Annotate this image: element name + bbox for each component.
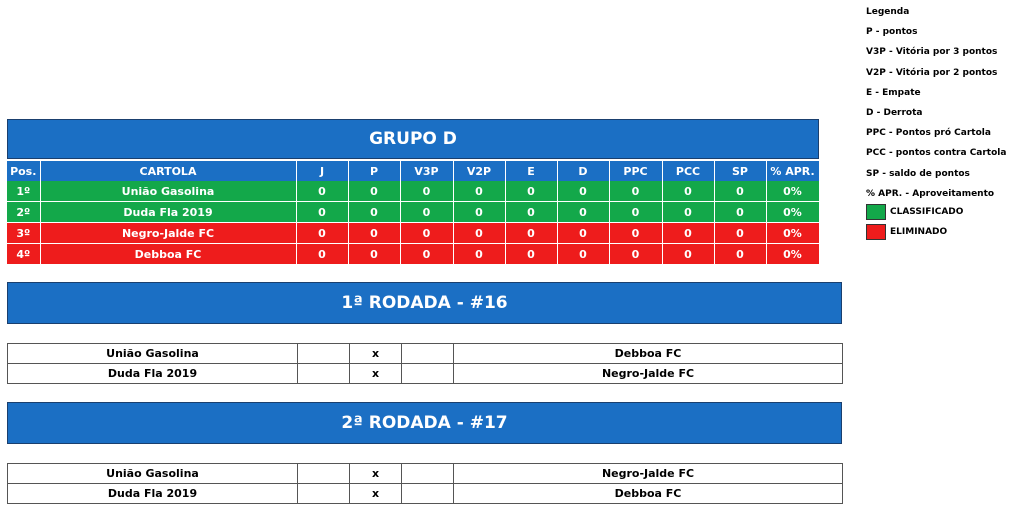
col-header-ppc: PPC xyxy=(609,161,662,181)
e-cell: 0 xyxy=(505,202,557,223)
group-title: GRUPO D xyxy=(7,119,819,159)
pos-cell: 2º xyxy=(7,202,40,223)
pcc-cell: 0 xyxy=(662,202,714,223)
v2p-cell: 0 xyxy=(453,244,505,265)
round-2-banner: 2ª RODADA - #17 xyxy=(7,402,842,444)
match-row xyxy=(8,484,843,504)
standings-table xyxy=(7,161,820,265)
col-header-v3p: V3P xyxy=(400,161,453,181)
legend xyxy=(866,0,1024,242)
v3p-cell: 0 xyxy=(400,202,453,223)
eliminated-swatch xyxy=(866,224,886,240)
legend-item: E - Empate xyxy=(866,87,921,98)
pos-cell: 4º xyxy=(7,244,40,265)
away-score-cell[interactable] xyxy=(402,344,454,364)
legend-item: % APR. - Aproveitamento xyxy=(866,188,995,199)
v2p-cell: 0 xyxy=(453,181,505,202)
e-cell: 0 xyxy=(505,244,557,265)
team-cell: Negro-Jalde FC xyxy=(40,223,296,244)
apr-cell: 0% xyxy=(766,223,819,244)
j-cell: 0 xyxy=(296,181,348,202)
p-cell: 0 xyxy=(348,223,400,244)
classified-label: CLASSIFICADO xyxy=(890,206,964,217)
j-cell: 0 xyxy=(296,244,348,265)
v3p-cell: 0 xyxy=(400,181,453,202)
legend-item: V3P - Vitória por 3 pontos xyxy=(866,47,998,58)
col-header-d: D xyxy=(557,161,609,181)
ppc-cell: 0 xyxy=(609,223,662,244)
ppc-cell: 0 xyxy=(609,244,662,265)
away-team-cell: Negro-Jalde FC xyxy=(454,464,843,484)
legend-eliminated xyxy=(866,222,1024,242)
sp-cell: 0 xyxy=(714,223,766,244)
apr-cell: 0% xyxy=(766,181,819,202)
versus-cell: x xyxy=(350,484,402,504)
home-score-cell[interactable] xyxy=(298,464,350,484)
standings-header-row xyxy=(7,161,819,181)
ppc-cell: 0 xyxy=(609,202,662,223)
sp-cell: 0 xyxy=(714,202,766,223)
home-team-cell: Duda Fla 2019 xyxy=(8,484,298,504)
p-cell: 0 xyxy=(348,181,400,202)
standings-row xyxy=(7,223,819,244)
round-1-banner: 1ª RODADA - #16 xyxy=(7,282,842,324)
away-score-cell[interactable] xyxy=(402,484,454,504)
versus-cell: x xyxy=(350,364,402,384)
versus-cell: x xyxy=(350,344,402,364)
col-header-sp: SP xyxy=(714,161,766,181)
legend-title: Legenda xyxy=(866,7,910,17)
match-row xyxy=(8,364,843,384)
legend-item: D - Derrota xyxy=(866,107,923,118)
legend-item: V2P - Vitória por 2 pontos xyxy=(866,67,998,78)
pos-cell: 1º xyxy=(7,181,40,202)
e-cell: 0 xyxy=(505,181,557,202)
pos-cell: 3º xyxy=(7,223,40,244)
legend-item: PPC - Pontos pró Cartola xyxy=(866,128,991,139)
legend-item: PCC - pontos contra Cartola xyxy=(866,148,1007,159)
standings-row xyxy=(7,202,819,223)
team-cell: Debboa FC xyxy=(40,244,296,265)
pcc-cell: 0 xyxy=(662,223,714,244)
p-cell: 0 xyxy=(348,202,400,223)
p-cell: 0 xyxy=(348,244,400,265)
home-team-cell: União Gasolina xyxy=(8,344,298,364)
legend-item: P - pontos xyxy=(866,27,918,38)
eliminated-label: ELIMINADO xyxy=(890,226,948,237)
classified-swatch xyxy=(866,204,886,220)
ppc-cell: 0 xyxy=(609,181,662,202)
v3p-cell: 0 xyxy=(400,244,453,265)
versus-cell: x xyxy=(350,464,402,484)
sp-cell: 0 xyxy=(714,244,766,265)
apr-cell: 0% xyxy=(766,202,819,223)
col-header-apr: % APR. xyxy=(766,161,819,181)
away-team-cell: Negro-Jalde FC xyxy=(454,364,843,384)
pcc-cell: 0 xyxy=(662,181,714,202)
v2p-cell: 0 xyxy=(453,202,505,223)
home-score-cell[interactable] xyxy=(298,344,350,364)
v2p-cell: 0 xyxy=(453,223,505,244)
standings-row xyxy=(7,244,819,265)
col-header-pcc: PCC xyxy=(662,161,714,181)
away-team-cell: Debboa FC xyxy=(454,484,843,504)
d-cell: 0 xyxy=(557,223,609,244)
e-cell: 0 xyxy=(505,223,557,244)
home-team-cell: Duda Fla 2019 xyxy=(8,364,298,384)
col-header-p: P xyxy=(348,161,400,181)
away-score-cell[interactable] xyxy=(402,464,454,484)
home-score-cell[interactable] xyxy=(298,364,350,384)
round-1-matches xyxy=(7,343,843,384)
j-cell: 0 xyxy=(296,223,348,244)
round-2-matches xyxy=(7,463,843,504)
team-cell: Duda Fla 2019 xyxy=(40,202,296,223)
col-header-v2p: V2P xyxy=(453,161,505,181)
j-cell: 0 xyxy=(296,202,348,223)
away-score-cell[interactable] xyxy=(402,364,454,384)
d-cell: 0 xyxy=(557,244,609,265)
home-score-cell[interactable] xyxy=(298,484,350,504)
v3p-cell: 0 xyxy=(400,223,453,244)
col-header-j: J xyxy=(296,161,348,181)
team-cell: União Gasolina xyxy=(40,181,296,202)
d-cell: 0 xyxy=(557,181,609,202)
legend-classified xyxy=(866,202,1024,222)
col-header-pos: Pos. xyxy=(7,161,40,181)
standings-row xyxy=(7,181,819,202)
apr-cell: 0% xyxy=(766,244,819,265)
col-header-cartola: CARTOLA xyxy=(40,161,296,181)
match-row xyxy=(8,344,843,364)
d-cell: 0 xyxy=(557,202,609,223)
sp-cell: 0 xyxy=(714,181,766,202)
match-row xyxy=(8,464,843,484)
home-team-cell: União Gasolina xyxy=(8,464,298,484)
away-team-cell: Debboa FC xyxy=(454,344,843,364)
col-header-e: E xyxy=(505,161,557,181)
legend-item: SP - saldo de pontos xyxy=(866,168,970,179)
pcc-cell: 0 xyxy=(662,244,714,265)
